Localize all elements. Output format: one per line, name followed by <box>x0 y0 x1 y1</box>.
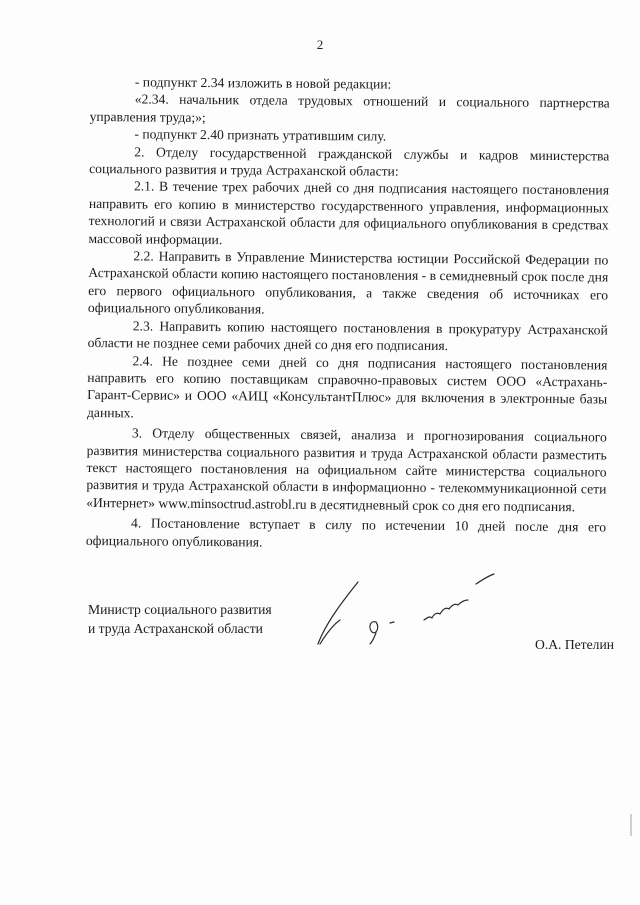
paragraph-subpoint-2-34-intro: - подпункт 2.34 изложить в новой редакции: <box>134 74 392 92</box>
paragraph-subpoint-2-40: - подпункт 2.40 признать утратившим силу. <box>134 126 387 144</box>
paragraph-item-2-1: 2.1. В течение трех рабочих дней со дня подписания настоящего постановления направить его копию в министерство государственного управления, информационных технологий и связи Астраханской области для официального опубликования в средствах массовой информации. <box>88 178 610 247</box>
document-body <box>86 73 610 553</box>
paragraph-item-3: 3. Отделу общественных связей, анализа и прогнозирования социального развития министерства социального развития и труда Астраханской области разместить текст настоящего постановления на официальном сайте министерства социального развития и труда Астраханской области в информационно - телекоммуникационной сети «Интернет» www.minsoctrud.astrobl.ru в десятидневный срок со дня его подписания. <box>86 425 607 514</box>
page-number: 2 <box>316 37 324 52</box>
paragraph-item-2-2: 2.2. Направить в Управление Министерства юстиции Российской Федерации по Астраханской области копию настоящего постановления - в семидневный срок после дня его первого официального опубликования, а также сведения об источниках его официального опубликования. <box>87 248 609 317</box>
paragraph-item-2: 2. Отделу государственной гражданской службы и кадров министерства социального развития и труда Астраханской области: <box>89 144 610 179</box>
signer-title-line-1: Министр социального развития <box>88 602 272 617</box>
paragraph-item-4: 4. Постановление вступает в силу по истечении 10 дней после дня его официального опубликования. <box>85 515 607 550</box>
signer-name: О.А. Петелин <box>535 637 614 652</box>
signer-title-line-2: и труда Астраханской области <box>88 621 263 636</box>
handwritten-signature-icon <box>306 562 506 652</box>
paragraph-item-2-4: 2.4. Не позднее семи дней со дня подписания настоящего постановления направить его копию поставщикам справочно-правовых систем ООО «Астрахань-Гарант-Сервис» и ООО «АИЦ «КонсультантПлюс» для включения в электронные базы данных. <box>86 352 608 421</box>
scan-edge-mark <box>630 814 632 836</box>
paragraph-subpoint-2-34-text: «2.34. начальник отдела трудовых отношений и социального партнерства управления труда;»; <box>89 91 610 125</box>
paragraph-item-2-3: 2.3. Направить копию настоящего постановления в прокуратуру Астраханской области не позднее семи рабочих дней со дня его подписания. <box>87 318 608 354</box>
signer-title <box>88 600 272 638</box>
signature-block <box>88 600 614 680</box>
